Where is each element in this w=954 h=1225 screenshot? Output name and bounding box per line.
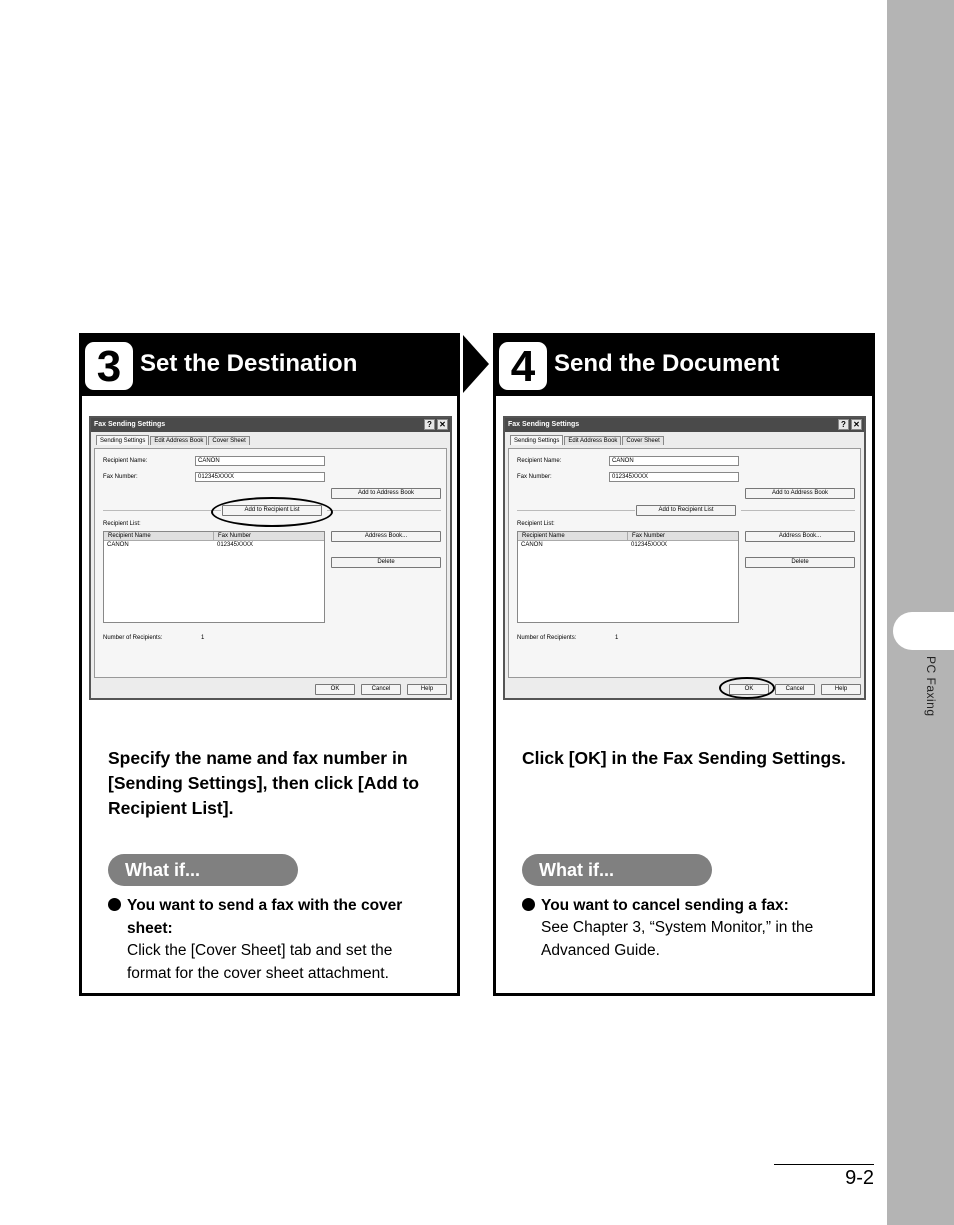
highlight-oval (211, 497, 333, 527)
sending-settings-pane (508, 448, 861, 678)
help-button[interactable]: Help (821, 684, 861, 695)
number-of-recipients-value: 1 (615, 635, 619, 641)
list-item[interactable] (518, 541, 738, 549)
chapter-tab (893, 612, 954, 650)
step-4-what-if-badge: What if... (522, 854, 712, 886)
bullet-icon (522, 898, 535, 911)
address-book-button[interactable]: Address Book... (331, 531, 441, 542)
add-to-address-book-button[interactable]: Add to Address Book (331, 488, 441, 499)
tab-cover-sheet[interactable]: Cover Sheet (208, 436, 249, 445)
recipient-list-label: Recipient List: (517, 521, 555, 527)
arrow-right-icon (463, 335, 489, 393)
step-4-panel (493, 333, 875, 996)
highlight-oval (719, 677, 775, 699)
recipient-name-input[interactable]: CANON (195, 456, 325, 466)
fax-number-label: Fax Number: (517, 474, 552, 480)
step-3-number: 3 (85, 342, 133, 390)
footer-rule (774, 1164, 874, 1165)
step-4-title: Send the Document (554, 350, 780, 377)
fax-sending-settings-dialog (503, 416, 866, 700)
list-item[interactable] (104, 541, 324, 549)
ok-button[interactable]: OK (315, 684, 355, 695)
step-3-bullet-title-wrap (108, 894, 438, 940)
separator-left (517, 510, 635, 511)
fax-number-label: Fax Number: (103, 474, 138, 480)
step-3-header (82, 336, 457, 396)
add-to-address-book-button[interactable]: Add to Address Book (745, 488, 855, 499)
help-button[interactable]: Help (407, 684, 447, 695)
list-cell-name: CANON (107, 542, 129, 548)
recipient-name-label: Recipient Name: (517, 458, 562, 464)
dialog-title: Fax Sending Settings (94, 421, 166, 428)
step-3-what-if-item (108, 894, 438, 985)
column-fax-number[interactable]: Fax Number (218, 533, 252, 539)
step-4-bullet-text: See Chapter 3, “System Monitor,” in the Advanced Guide. (541, 919, 814, 959)
number-of-recipients-label: Number of Recipients: (517, 635, 577, 641)
step-4-bullet-title: You want to cancel sending a fax: (541, 897, 789, 914)
help-icon[interactable]: ? (424, 419, 435, 430)
dialog-title-bar (505, 418, 864, 432)
column-recipient-name[interactable]: Recipient Name (518, 532, 628, 540)
separator-right (741, 510, 855, 511)
delete-button[interactable]: Delete (745, 557, 855, 568)
separator-left (103, 510, 221, 511)
fax-sending-settings-dialog (89, 416, 452, 700)
close-icon[interactable]: ✕ (437, 419, 448, 430)
recipient-list-header (518, 532, 738, 541)
fax-number-input[interactable]: 012345XXXX (195, 472, 325, 482)
add-to-recipient-list-button[interactable]: Add to Recipient List (636, 505, 736, 516)
list-cell-fax: 012345XXXX (217, 542, 254, 548)
recipient-list[interactable] (517, 531, 739, 623)
separator-right (327, 510, 441, 511)
list-cell-name: CANON (521, 542, 543, 548)
step-4-number: 4 (499, 342, 547, 390)
bullet-icon (108, 898, 121, 911)
fax-number-input[interactable]: 012345XXXX (609, 472, 739, 482)
cancel-button[interactable]: Cancel (775, 684, 815, 695)
help-icon[interactable]: ? (838, 419, 849, 430)
delete-button[interactable]: Delete (331, 557, 441, 568)
step-3-bullet-text: Click the [Cover Sheet] tab and set the format for the cover sheet attachment. (127, 942, 393, 982)
tab-cover-sheet[interactable]: Cover Sheet (622, 436, 663, 445)
step-3-bullet-title: You want to send a fax with the cover sheet: (127, 897, 403, 937)
step-4-bullet-title-wrap (522, 894, 852, 917)
step-4-header (496, 336, 872, 396)
dialog-title-bar (91, 418, 450, 432)
page-number: 9-2 (845, 1167, 874, 1189)
recipient-list-label: Recipient List: (103, 521, 141, 527)
dialog-tabs (96, 436, 251, 445)
tab-sending-settings[interactable]: Sending Settings (96, 435, 149, 445)
add-to-recipient-list-button[interactable]: Add to Recipient List (222, 505, 322, 516)
column-recipient-name[interactable]: Recipient Name (104, 532, 214, 540)
number-of-recipients-value: 1 (201, 635, 205, 641)
step-3-what-if-badge: What if... (108, 854, 298, 886)
dialog-title: Fax Sending Settings (508, 421, 580, 428)
dialog-tabs (510, 436, 665, 445)
recipient-list[interactable] (103, 531, 325, 623)
step-3-instruction: Specify the name and fax number in [Sending Settings], then click [Add to Recipient List]. (108, 748, 420, 818)
tab-edit-address-book[interactable]: Edit Address Book (150, 436, 207, 445)
sending-settings-pane (94, 448, 447, 678)
step-4-what-if-item (522, 894, 852, 962)
step-3-panel (79, 333, 460, 996)
address-book-button[interactable]: Address Book... (745, 531, 855, 542)
close-icon[interactable]: ✕ (851, 419, 862, 430)
ok-button[interactable]: OK (729, 684, 769, 695)
chapter-tab-label: PC Faxing (924, 656, 938, 717)
tab-edit-address-book[interactable]: Edit Address Book (564, 436, 621, 445)
cancel-button[interactable]: Cancel (361, 684, 401, 695)
step-3-title: Set the Destination (140, 350, 358, 377)
number-of-recipients-label: Number of Recipients: (103, 635, 163, 641)
recipient-name-label: Recipient Name: (103, 458, 148, 464)
recipient-list-header (104, 532, 324, 541)
recipient-name-input[interactable]: CANON (609, 456, 739, 466)
step-4-instruction: Click [OK] in the Fax Sending Settings. (522, 748, 846, 768)
list-cell-fax: 012345XXXX (631, 542, 668, 548)
tab-sending-settings[interactable]: Sending Settings (510, 435, 563, 445)
column-fax-number[interactable]: Fax Number (632, 533, 666, 539)
